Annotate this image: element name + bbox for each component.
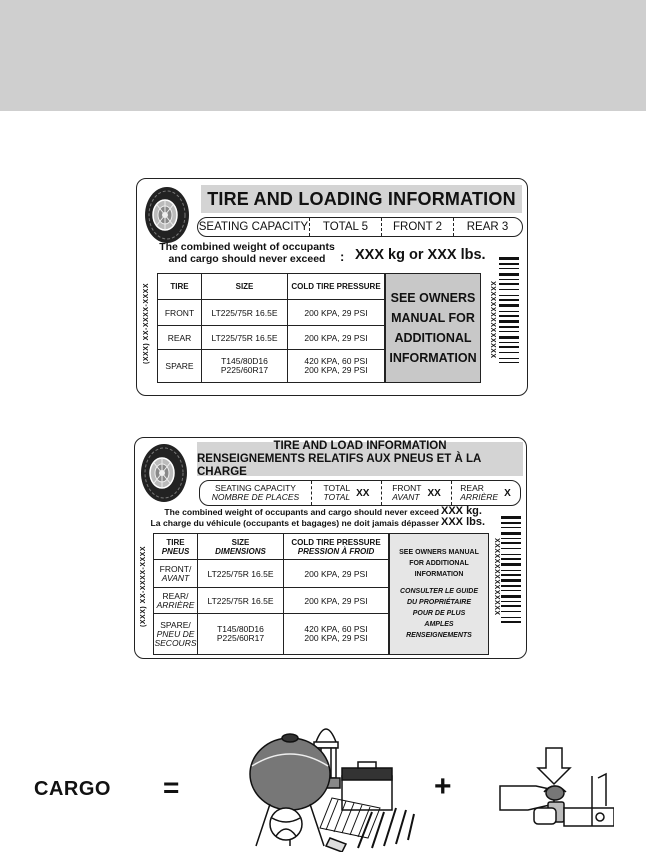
row-tire: FRONT bbox=[158, 300, 202, 326]
capacity-en: SEATING CAPACITY bbox=[215, 483, 296, 493]
header-tire bbox=[154, 534, 198, 560]
header-pressure: COLD TIRE PRESSURE bbox=[288, 274, 385, 300]
header-size: SIZE bbox=[202, 274, 288, 300]
tire-fr: SECOURS bbox=[154, 637, 197, 648]
header-fr: PRESSION À FROID bbox=[297, 546, 375, 556]
equals-sign: = bbox=[163, 772, 180, 803]
part-number-right: XXXXXXXXXXXXXXX bbox=[493, 538, 500, 616]
seating-rear bbox=[452, 481, 519, 505]
row-size: LT225/75R 16.5E bbox=[202, 326, 288, 350]
table-row bbox=[158, 350, 385, 383]
total-value: XX bbox=[356, 487, 370, 499]
tire-pressure-table bbox=[153, 533, 389, 655]
owners-line: INFORMATION bbox=[389, 351, 477, 365]
seating-capacity-box bbox=[197, 217, 523, 237]
seating-total: TOTAL 5 bbox=[310, 218, 382, 236]
owners-line-fr: DU PROPRIÉTAIRE bbox=[406, 599, 472, 606]
row-tire bbox=[154, 588, 198, 614]
part-number-left: (XXX) XX-XXXX-XXXX bbox=[140, 546, 147, 627]
owners-line: ADDITIONAL bbox=[394, 331, 472, 345]
row-pressure: 200 KPA, 29 PSI bbox=[288, 300, 385, 326]
tongue-load-illustration bbox=[494, 746, 614, 836]
down-arrow-icon bbox=[538, 748, 570, 784]
capacity-fr: NOMBRE DE PLACES bbox=[211, 492, 300, 502]
label-title bbox=[197, 439, 523, 478]
row-pressure bbox=[288, 350, 385, 383]
table-row bbox=[158, 300, 385, 326]
cooler-icon bbox=[342, 762, 392, 810]
cargo-word: CARGO bbox=[34, 778, 111, 800]
weight-limit-value bbox=[441, 506, 485, 528]
table-row bbox=[154, 560, 389, 588]
tire-pressure-table bbox=[157, 273, 385, 383]
front-value: XX bbox=[427, 487, 441, 499]
spare-size-2: P225/60R17 bbox=[216, 633, 265, 643]
owners-line-fr: AMPLES bbox=[424, 621, 454, 628]
row-pressure: 200 KPA, 29 PSI bbox=[288, 326, 385, 350]
title-french: RENSEIGNEMENTS RELATIFS AUX PNEUS ET À LA CHARGE bbox=[197, 452, 481, 478]
owners-line: SEE OWNERS bbox=[390, 291, 476, 305]
spare-size-1: T145/80D16 bbox=[221, 356, 268, 366]
weight-value-kg: XXX kg. bbox=[441, 505, 482, 517]
owners-line: FOR ADDITIONAL bbox=[409, 560, 469, 567]
rear-en: REAR bbox=[460, 483, 484, 493]
tire-loading-label bbox=[136, 178, 528, 396]
ball-icon bbox=[270, 808, 302, 840]
header-fr: PNEUS bbox=[161, 546, 190, 556]
row-tire bbox=[154, 560, 198, 588]
weight-line-2: and cargo should never exceed bbox=[168, 253, 326, 265]
seating-capacity-label bbox=[200, 481, 312, 505]
weight-line-1: The combined weight of occupants bbox=[159, 241, 335, 253]
plus-sign: + bbox=[434, 770, 452, 803]
row-tire bbox=[154, 614, 198, 655]
rear-value: X bbox=[504, 487, 511, 499]
seating-capacity-label: SEATING CAPACITY bbox=[198, 218, 310, 236]
weight-line-french: La charge du véhicule (occupants et bagages) ne doit jamais dépasser bbox=[150, 518, 439, 528]
row-tire: SPARE bbox=[158, 350, 202, 383]
tire-icon bbox=[143, 185, 195, 245]
row-size: LT225/75R 16.5E bbox=[202, 300, 288, 326]
seating-rear: REAR 3 bbox=[466, 221, 509, 233]
header-size bbox=[198, 534, 284, 560]
spare-size-1: T145/80D16 bbox=[217, 624, 264, 634]
spare-pressure-1: 420 KPA, 60 PSI bbox=[304, 624, 368, 634]
weight-colon: : bbox=[340, 249, 345, 264]
table-row bbox=[154, 588, 389, 614]
weight-value-lbs: XXX lbs. bbox=[441, 516, 486, 528]
header-fr: DIMENSIONS bbox=[215, 546, 266, 556]
part-number-left: (XXX) XX-XXXX-XXXX bbox=[143, 283, 150, 364]
front-en: FRONT bbox=[392, 483, 422, 493]
tire-icon bbox=[139, 442, 193, 504]
weight-limit-text bbox=[157, 241, 337, 265]
tire-load-label-bilingual bbox=[134, 437, 527, 659]
barcode-icon bbox=[499, 257, 519, 363]
spare-pressure-1: 420 KPA, 60 PSI bbox=[304, 356, 368, 366]
header-band bbox=[0, 0, 646, 111]
spare-pressure-2: 200 KPA, 29 PSI bbox=[304, 365, 368, 375]
header-tire: TIRE bbox=[158, 274, 202, 300]
see-owners-manual-box bbox=[385, 273, 481, 383]
title-english: TIRE AND LOAD INFORMATION bbox=[273, 439, 447, 452]
cargo-items-illustration bbox=[246, 712, 422, 852]
label-title: TIRE AND LOADING INFORMATION bbox=[201, 185, 522, 213]
seating-capacity-box bbox=[199, 480, 521, 506]
rear-fr: ARRIÈRE bbox=[460, 492, 499, 502]
tire-fr: AVANT bbox=[161, 572, 190, 583]
weight-limit-text bbox=[139, 507, 439, 529]
front-fr: AVANT bbox=[392, 492, 420, 502]
header-en: TIRE bbox=[166, 537, 185, 547]
part-number-right: XXXXXXXXXXXXXXX bbox=[489, 281, 496, 359]
flashlight-icon bbox=[326, 838, 346, 852]
seating-front bbox=[382, 481, 452, 505]
row-size: LT225/75R 16.5E bbox=[198, 588, 284, 614]
owners-line: INFORMATION bbox=[414, 571, 464, 578]
spare-pressure-2: 200 KPA, 29 PSI bbox=[304, 633, 368, 643]
see-owners-manual-box bbox=[389, 533, 489, 655]
row-tire: REAR bbox=[158, 326, 202, 350]
barcode-icon bbox=[501, 516, 521, 626]
owners-line-fr: POUR DE PLUS bbox=[412, 610, 466, 617]
row-pressure: 200 KPA, 29 PSI bbox=[284, 588, 389, 614]
owners-line-fr: RENSEIGNEMENTS bbox=[406, 632, 472, 639]
row-size bbox=[198, 614, 284, 655]
table-row bbox=[154, 614, 389, 655]
total-en: TOTAL bbox=[323, 483, 351, 493]
tire-fr: PNEU DE bbox=[156, 628, 195, 639]
table-row bbox=[158, 326, 385, 350]
tire-fr: ARRIÈRE bbox=[156, 599, 195, 610]
spare-size-2: P225/60R17 bbox=[220, 365, 269, 375]
header-pressure bbox=[284, 534, 389, 560]
header-en: SIZE bbox=[231, 537, 250, 547]
row-pressure bbox=[284, 614, 389, 655]
tire-en: SPARE/ bbox=[160, 619, 191, 630]
tire-en: FRONT/ bbox=[159, 563, 192, 574]
header-en: COLD TIRE PRESSURE bbox=[291, 537, 381, 547]
owners-line: SEE OWNERS MANUAL bbox=[399, 549, 479, 556]
row-size: LT225/75R 16.5E bbox=[198, 560, 284, 588]
owners-line: MANUAL FOR bbox=[391, 311, 475, 325]
seating-front: FRONT 2 bbox=[382, 218, 454, 236]
seating-total bbox=[312, 481, 382, 505]
row-pressure: 200 KPA, 29 PSI bbox=[284, 560, 389, 588]
total-fr: TOTAL bbox=[323, 492, 351, 502]
owners-line-fr: CONSULTER LE GUIDE bbox=[399, 588, 479, 595]
row-size bbox=[202, 350, 288, 383]
weight-limit-value: XXX kg or XXX lbs. bbox=[355, 247, 486, 263]
weight-line-english: The combined weight of occupants and cargo should never exceed bbox=[164, 507, 439, 517]
utensils-icon bbox=[358, 808, 414, 848]
tire-en: REAR/ bbox=[162, 590, 189, 601]
